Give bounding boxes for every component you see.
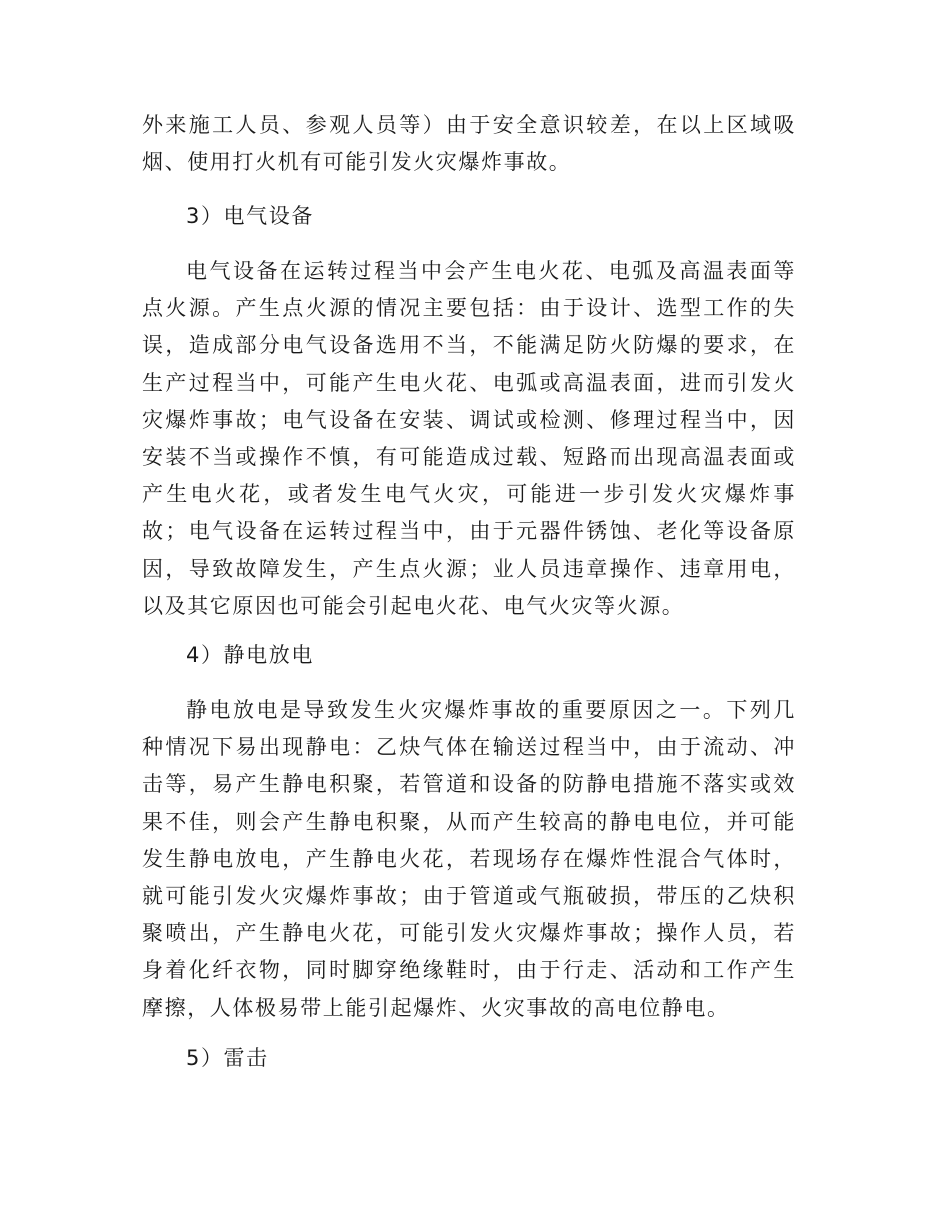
intro-continuation-paragraph: 外来施工人员、参观人员等）由于安全意识较差，在以上区域吸烟、使用打火机有可能引发火灾爆炸事故。	[142, 113, 796, 175]
section-heading-lightning: 5）雷击	[186, 1046, 269, 1070]
section-body-electrostatic-discharge: 静电放电是导致发生火灾爆炸事故的重要原因之一。下列几种情况下易出现静电：乙炔气体在输送过程当中，由于流动、冲击等，易产生静电积聚，若管道和设备的防静电措施不落实或效果不佳，则会产生静电积聚，从而产生较高的静电电位，并可能发生静电放电，产生静电火花，若现场存在爆炸性混合气体时，就可能引发火灾爆炸事故；由于管道或气瓶破损，带压的乙炔积聚喷出，产生静电火花，可能引发火灾爆炸事故；操作人员，若身着化纤衣物，同时脚穿绝缘鞋时，由于行走、活动和工作产生摩擦，人体极易带上能引起爆炸、火灾事故的高电位静电。	[142, 698, 796, 1020]
section-heading-electrical-equipment: 3）电气设备	[186, 204, 314, 228]
section-body-electrical-equipment: 电气设备在运转过程当中会产生电火花、电弧及高温表面等点火源。产生点火源的情况主要包括：由于设计、选型工作的失误，造成部分电气设备选用不当，不能满足防火防爆的要求，在生产过程当中，可能产生电火花、电弧或高温表面，进而引发火灾爆炸事故；电气设备在安装、调试或检测、修理过程当中，因安装不当或操作不慎，有可能造成过载、短路而出现高温表面或产生电火花，或者发生电气火灾，可能进一步引发火灾爆炸事故；电气设备在运转过程当中，由于元器件锈蚀、老化等设备原因，导致故障发生，产生点火源；业人员违章操作、违章用电，以及其它原因也可能会引起电火花、电气火灾等火源。	[142, 259, 796, 618]
section-heading-electrostatic-discharge: 4）静电放电	[186, 643, 314, 667]
